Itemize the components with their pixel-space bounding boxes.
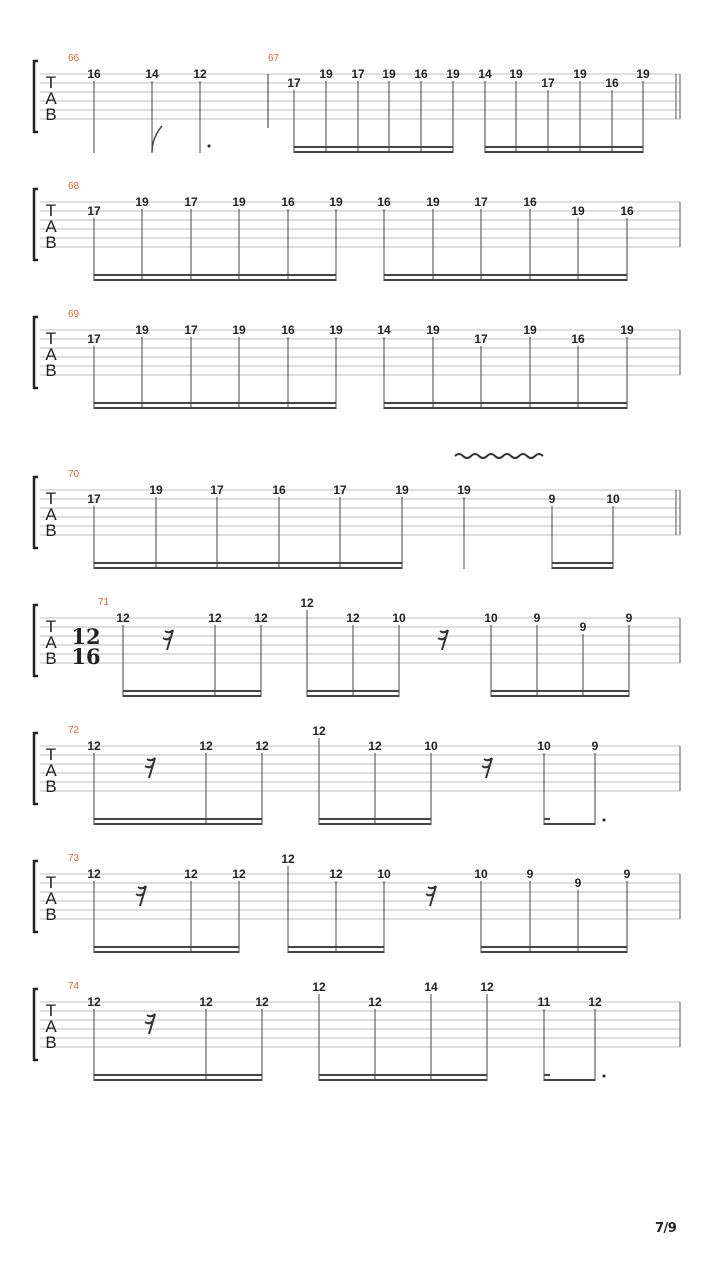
fret-number: 12 <box>208 611 222 625</box>
fret-number: 16 <box>377 195 391 209</box>
beam <box>94 567 402 569</box>
fret-number: 12 <box>480 980 494 994</box>
fret-number: 19 <box>135 323 149 337</box>
fret-number: 19 <box>135 195 149 209</box>
tab-system <box>34 724 680 825</box>
tab-clef-letter: A <box>45 89 57 108</box>
beam <box>94 402 336 404</box>
fret-number: 12 <box>184 867 198 881</box>
system-bracket <box>34 189 38 260</box>
measure-number: 71 <box>98 597 110 608</box>
fret-number: 17 <box>351 67 365 81</box>
time-signature-number: 12 <box>71 624 101 649</box>
fret-number: 12 <box>346 611 360 625</box>
fret-number: 19 <box>382 67 396 81</box>
tab-clef-letter: B <box>45 1033 57 1052</box>
fret-number: 16 <box>414 67 428 81</box>
tab-clef-letter: A <box>45 345 57 364</box>
fret-number: 12 <box>254 611 268 625</box>
beam <box>544 1074 550 1076</box>
beam <box>552 562 613 564</box>
fret-number: 14 <box>377 323 391 337</box>
fret-number: 19 <box>232 195 246 209</box>
tab-system <box>34 852 680 953</box>
beam <box>94 562 402 564</box>
fret-number: 19 <box>149 483 163 497</box>
system-bracket <box>34 605 38 676</box>
tab-clef-letter: T <box>45 201 57 220</box>
fret-number: 10 <box>424 739 438 753</box>
measure-number: 68 <box>68 181 80 192</box>
measure-number: 74 <box>68 981 80 992</box>
fret-number: 9 <box>623 867 631 881</box>
fret-number: 9 <box>591 739 599 753</box>
fret-number: 9 <box>625 611 633 625</box>
fret-number: 12 <box>87 867 101 881</box>
beam <box>294 151 453 153</box>
fret-number: 9 <box>533 611 541 625</box>
fret-number: 16 <box>87 67 101 81</box>
fret-number: 12 <box>87 995 101 1009</box>
tab-clef-letter: B <box>45 905 57 924</box>
beam <box>94 1074 262 1076</box>
fret-number: 16 <box>272 483 286 497</box>
fret-number: 10 <box>537 739 551 753</box>
fret-number: 11 <box>537 995 551 1009</box>
tab-system <box>34 596 680 697</box>
tab-system <box>34 53 680 153</box>
system-bracket <box>34 477 38 548</box>
fret-number: 17 <box>474 195 488 209</box>
fret-number: 9 <box>574 876 582 890</box>
fret-number: 9 <box>526 867 534 881</box>
fret-number: 12 <box>300 596 314 610</box>
system-bracket <box>34 989 38 1060</box>
fret-number: 17 <box>287 76 301 90</box>
fret-number: 12 <box>87 739 101 753</box>
vibrato-mark <box>455 454 543 458</box>
sixteenth-rest <box>426 886 436 906</box>
beam <box>94 951 239 953</box>
fret-number: 14 <box>145 67 159 81</box>
beam <box>552 567 613 569</box>
note-flag <box>152 126 162 152</box>
fret-number: 17 <box>333 483 347 497</box>
system-bracket <box>34 733 38 804</box>
beam <box>94 946 239 948</box>
sixteenth-rest <box>136 886 146 906</box>
beam <box>481 946 627 948</box>
measure-number: 70 <box>68 469 80 480</box>
fret-number: 12 <box>368 995 382 1009</box>
augmentation-dot <box>208 145 211 148</box>
tab-clef-letter: B <box>45 233 57 252</box>
beam <box>485 146 643 148</box>
beam <box>94 279 336 281</box>
fret-number: 16 <box>281 195 295 209</box>
beam <box>384 402 627 404</box>
fret-number: 10 <box>377 867 391 881</box>
tab-clef-letter: A <box>45 505 57 524</box>
tab-system <box>34 181 680 281</box>
beam <box>319 1079 487 1081</box>
tab-clef-letter: T <box>45 489 57 508</box>
tab-system <box>34 980 680 1081</box>
tab-system <box>34 469 680 569</box>
fret-number: 19 <box>426 323 440 337</box>
beam <box>288 946 384 948</box>
tab-clef-letter: B <box>45 105 57 124</box>
tab-clef-letter: T <box>45 329 57 348</box>
measure-number: 69 <box>68 309 80 320</box>
beam <box>294 146 453 148</box>
fret-number: 10 <box>484 611 498 625</box>
system-bracket <box>34 861 38 932</box>
fret-number: 19 <box>446 67 460 81</box>
augmentation-dot <box>603 1075 606 1078</box>
fret-number: 19 <box>232 323 246 337</box>
tab-clef-letter: T <box>45 873 57 892</box>
fret-number: 17 <box>184 323 198 337</box>
beam <box>123 690 261 692</box>
system-bracket <box>34 61 38 132</box>
beam <box>307 695 399 697</box>
tab-system <box>34 309 680 409</box>
beam <box>94 407 336 409</box>
fret-number: 12 <box>312 724 326 738</box>
fret-number: 19 <box>523 323 537 337</box>
fret-number: 17 <box>210 483 224 497</box>
augmentation-dot <box>603 819 606 822</box>
beam <box>544 823 595 825</box>
measure-number: 72 <box>68 725 80 736</box>
fret-number: 10 <box>392 611 406 625</box>
fret-number: 12 <box>116 611 130 625</box>
beam <box>384 407 627 409</box>
tab-clef-letter: B <box>45 361 57 380</box>
fret-number: 12 <box>588 995 602 1009</box>
beam <box>485 151 643 153</box>
fret-number: 19 <box>329 323 343 337</box>
tab-clef-letter: T <box>45 745 57 764</box>
measure-number: 66 <box>68 53 80 64</box>
fret-number: 17 <box>541 76 555 90</box>
fret-number: 12 <box>232 867 246 881</box>
beam <box>384 274 627 276</box>
fret-number: 19 <box>571 204 585 218</box>
tab-clef-letter: T <box>45 73 57 92</box>
fret-number: 17 <box>87 332 101 346</box>
tab-clef-letter: A <box>45 633 57 652</box>
page-number: 7/9 <box>655 1221 677 1236</box>
beam <box>491 695 629 697</box>
fret-number: 19 <box>573 67 587 81</box>
system-bracket <box>34 317 38 388</box>
beam <box>288 951 384 953</box>
fret-number: 19 <box>329 195 343 209</box>
fret-number: 12 <box>255 995 269 1009</box>
beam <box>94 823 262 825</box>
tab-clef-letter: B <box>45 521 57 540</box>
fret-number: 10 <box>474 867 488 881</box>
sixteenth-rest <box>145 758 155 778</box>
beam <box>481 951 627 953</box>
fret-number: 19 <box>319 67 333 81</box>
beam <box>123 695 261 697</box>
sixteenth-rest <box>438 630 448 650</box>
measure-number: 67 <box>268 53 280 64</box>
tab-clef-letter: A <box>45 761 57 780</box>
fret-number: 19 <box>457 483 471 497</box>
time-signature-number: 16 <box>71 644 101 669</box>
tab-clef-letter: A <box>45 217 57 236</box>
sixteenth-rest <box>145 1014 155 1034</box>
fret-number: 12 <box>255 739 269 753</box>
fret-number: 19 <box>395 483 409 497</box>
tab-clef-letter: T <box>45 1001 57 1020</box>
beam <box>544 818 550 820</box>
beam <box>319 1074 487 1076</box>
tab-clef-letter: A <box>45 1017 57 1036</box>
fret-number: 12 <box>199 995 213 1009</box>
tab-clef-letter: A <box>45 889 57 908</box>
tab-clef-letter: B <box>45 649 57 668</box>
fret-number: 19 <box>620 323 634 337</box>
fret-number: 16 <box>571 332 585 346</box>
fret-number: 14 <box>478 67 492 81</box>
fret-number: 16 <box>281 323 295 337</box>
fret-number: 19 <box>636 67 650 81</box>
fret-number: 12 <box>193 67 207 81</box>
beam <box>94 818 262 820</box>
fret-number: 14 <box>424 980 438 994</box>
fret-number: 12 <box>312 980 326 994</box>
fret-number: 17 <box>184 195 198 209</box>
fret-number: 10 <box>606 492 620 506</box>
fret-number: 17 <box>474 332 488 346</box>
fret-number: 16 <box>620 204 634 218</box>
fret-number: 12 <box>199 739 213 753</box>
fret-number: 17 <box>87 492 101 506</box>
fret-number: 19 <box>509 67 523 81</box>
fret-number: 9 <box>548 492 556 506</box>
beam <box>319 818 431 820</box>
beam <box>307 690 399 692</box>
beam <box>384 279 627 281</box>
beam <box>319 823 431 825</box>
tab-clef-letter: B <box>45 777 57 796</box>
fret-number: 12 <box>281 852 295 866</box>
fret-number: 12 <box>368 739 382 753</box>
beam <box>491 690 629 692</box>
beam <box>94 1079 262 1081</box>
sixteenth-rest <box>482 758 492 778</box>
tab-clef-letter: T <box>45 617 57 636</box>
beam <box>94 274 336 276</box>
fret-number: 16 <box>605 76 619 90</box>
measure-number: 73 <box>68 853 80 864</box>
sixteenth-rest <box>163 630 173 650</box>
fret-number: 9 <box>579 620 587 634</box>
beam <box>544 1079 595 1081</box>
fret-number: 19 <box>426 195 440 209</box>
fret-number: 12 <box>329 867 343 881</box>
fret-number: 16 <box>523 195 537 209</box>
fret-number: 17 <box>87 204 101 218</box>
